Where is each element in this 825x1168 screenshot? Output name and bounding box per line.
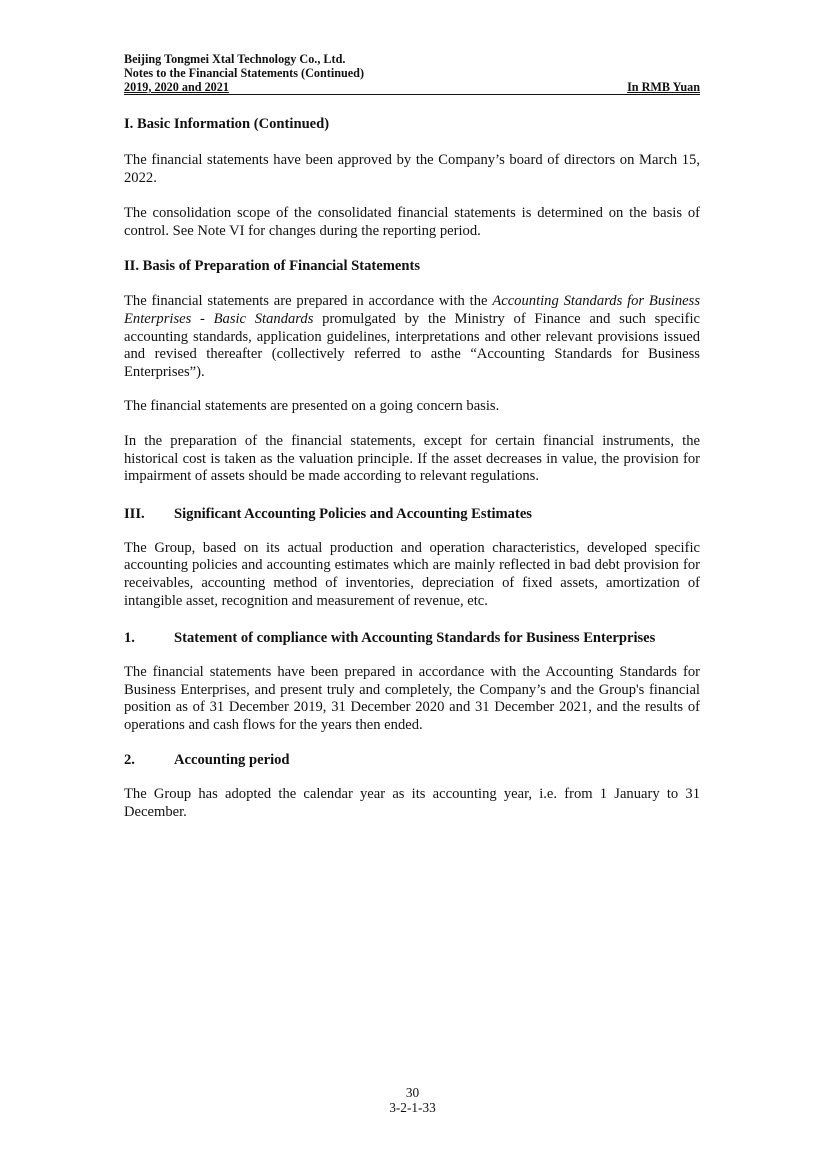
subsection-number: 1. bbox=[124, 630, 135, 647]
page-header bbox=[124, 52, 700, 95]
document-reference: 3-2-1-33 bbox=[389, 1100, 436, 1115]
paragraph-accounting-period: The Group has adopted the calendar year as its accounting year, i.e. from 1 January to 31 December. bbox=[124, 786, 700, 821]
section-heading-basic-info: I. Basic Information (Continued) bbox=[124, 116, 330, 132]
paragraph-going-concern: The financial statements are presented on a going concern basis. bbox=[124, 398, 500, 415]
subsection-number: 2. bbox=[124, 752, 135, 769]
paragraph-historical-cost: In the preparation of the financial statements, except for certain financial instruments, the historical cost is taken as the valuation principle. If the asset decreases in value, the provision for impairment of assets should be made according to relevant regulations. bbox=[124, 432, 700, 485]
standards-italic-title: Accounting Standards for Business Enterprises - Basic Standards bbox=[124, 293, 700, 327]
subsection-title: Accounting period bbox=[174, 752, 290, 769]
company-name: Beijing Tongmei Xtal Technology Co., Ltd. bbox=[124, 52, 346, 66]
paragraph-approval: The financial statements have been approved by the Company’s board of directors on March 15, 2022. bbox=[124, 152, 700, 186]
page-footer bbox=[0, 1085, 825, 1115]
header-period-row bbox=[124, 80, 700, 94]
section-number: III. bbox=[124, 505, 145, 522]
header-rule bbox=[124, 94, 700, 95]
section-title: Significant Accounting Policies and Accounting Estimates bbox=[174, 505, 532, 522]
section-heading-basis-preparation: II. Basis of Preparation of Financial Statements bbox=[124, 258, 421, 275]
document-page bbox=[124, 52, 700, 822]
standards-text-a: The financial statements are prepared in accordance with the bbox=[124, 293, 493, 310]
paragraph-consolidation: The consolidation scope of the consolidated financial statements is determined on the basis of control. See Note VI for changes during the reporting period. bbox=[124, 205, 700, 239]
standards-text-b: promulgated by the Ministry of Finance and such specific accounting standards, application guidelines, interpretations and other relevant provisions issued and revised thereafter (collectively referred to asthe “Accounting Standards for Business Enterprises”). bbox=[124, 310, 700, 380]
paragraph-compliance: The financial statements have been prepared in accordance with the Accounting Standards for Business Enterprises, and present truly and completely, the Company’s and the Group's financial position as of 31 December 2019, 31 December 2020 and 31 December 2021, and the results of operations and cash flows for the years then ended. bbox=[124, 664, 700, 733]
subsection-heading-compliance bbox=[124, 629, 700, 647]
page-number: 30 bbox=[405, 1085, 420, 1100]
paragraph-policies: The Group, based on its actual production and operation characteristics, developed specific accounting policies and accounting estimates which are mainly reflected in bad debt provision for receivables, accounting method of inventories, depreciation of fixed assets, amortization of intangible asset, recognition and measurement of revenue, etc. bbox=[124, 539, 700, 609]
section-heading-accounting-policies bbox=[124, 505, 700, 523]
header-subtitle: Notes to the Financial Statements (Continued) bbox=[124, 66, 365, 80]
subsection-title: Statement of compliance with Accounting Standards for Business Enterprises bbox=[174, 630, 656, 647]
header-period: 2019, 2020 and 2021 bbox=[124, 80, 229, 94]
paragraph-standards bbox=[124, 293, 700, 381]
header-currency: In RMB Yuan bbox=[627, 80, 700, 94]
subsection-heading-accounting-period bbox=[124, 751, 700, 769]
